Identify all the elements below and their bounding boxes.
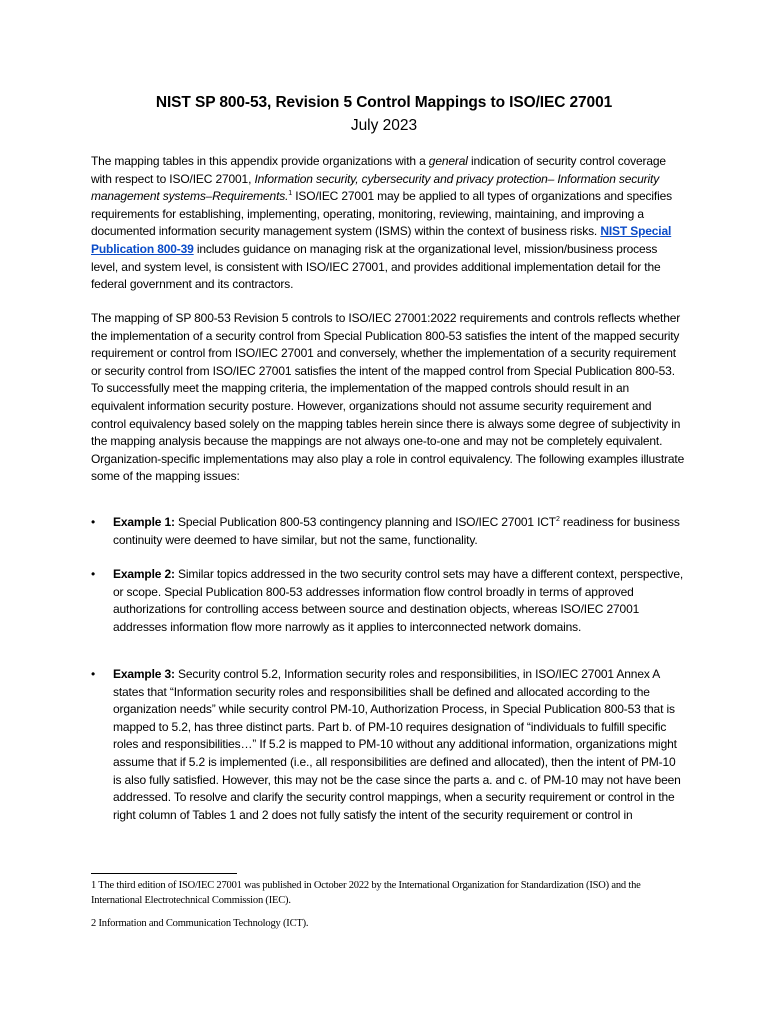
example-text: Similar topics addressed in the two security control sets may have a different context, perspective, or scope. Special Publication 800-53 addresses information flow control broadly in terms of approved authorizations for controlling access between source and destination objects, whereas ISO/IEC 27001 addresses information flow more narrowly as it applies to interconnected network domains. (113, 567, 684, 634)
intro-text-1: The mapping tables in this appendix provide organizations with a (91, 154, 429, 168)
list-item-example-2 (91, 566, 685, 636)
page-date: July 2023 (350, 117, 418, 134)
example-label: Example 3: (113, 667, 175, 681)
footnote-ref-2[interactable]: 2 (555, 516, 560, 523)
page-title: NIST SP 800-53, Revision 5 Control Mappings to ISO/IEC 27001 (155, 94, 613, 111)
intro-paragraph (91, 153, 685, 294)
bullet-icon: • (91, 567, 96, 581)
footnote-divider (91, 873, 237, 874)
standard-title-italic: Information security, cybersecurity and privacy protection– Information security management systems–Requirements. (91, 171, 660, 204)
intro-emphasis-general: general (428, 154, 468, 168)
intro-text-2: indication of security control coverage with respect to ISO/IEC 27001, (91, 154, 666, 186)
example-label: Example 2: (113, 567, 175, 581)
intro-text-3: ISO/IEC 27001 may be applied to all types of organizations and specifies requirements for establishing, implementing, operating, monitoring, reviewing, maintaining, and improving a documented information security management system (ISMS) within the context of business risks. (91, 189, 672, 239)
footnote-ref-1[interactable]: 1 (288, 190, 293, 198)
list-item-example-3 (91, 666, 685, 824)
footnote-2: 2 Information and Communication Technology (ICT). (91, 918, 309, 929)
bullet-icon: • (91, 515, 96, 529)
example-text: Special Publication 800-53 contingency planning and ISO/IEC 27001 ICT (174, 515, 556, 529)
example-text: Security control 5.2, Information security roles and responsibilities, in ISO/IEC 27001 Annex A states that “Information security roles and responsibilities shall be defined and allocated according to the organization needs” while security control PM-10, Authorization Process, in Special Publication 800-53 that is mapped to 5.2, has three distinct parts. Part b. of PM-10 requires designation of “individuals to fulfill specific roles and responsibilities…” If 5.2 is mapped to PM-10 without any additional information, organizations might assume that if 5.2 is implemented (i.e., all responsibilities are defined and allocated), then the intent of PM-10 is also fully satisfied. However, this may not be the case since the parts a. and c. of PM-10 may not have been addressed. To resolve and clarify the security control mappings, when a security requirement or control in the right column of Tables 1 and 2 does not fully satisfy the intent of the security requirement or control in (113, 667, 681, 822)
mapping-paragraph: The mapping of SP 800-53 Revision 5 controls to ISO/IEC 27001:2022 requirements and controls reflects whether the implementation of a security control from Special Publication 800-53 satisfies the intent of the mapped security requirement or control from ISO/IEC 27001 and conversely, whether the implementation of a security requirement or security control from ISO/IEC 27001 satisfies the intent of the mapped control from Special Publication 800-53. To successfully meet the mapping criteria, the implementation of the mapped controls should result in an equivalent information security posture. However, organizations should not assume security requirement and control equivalency based solely on the mapping tables herein since there is always some degree of subjectivity in the mapping analysis because the mappings are not always one-to-one and may not be completely equivalent. Organization-specific implementations may also play a role in control equivalency. The following examples illustrate some of the mapping issues: (91, 311, 685, 484)
footnote-1: 1 The third edition of ISO/IEC 27001 was published in October 2022 by the International Organization for Standardization (ISO) and the International Electrotechnical Commission (IEC). (91, 880, 641, 906)
bullet-icon: • (91, 667, 96, 681)
example-text-cont: readiness for business continuity were deemed to have similar, but not the same, functionality. (113, 515, 680, 547)
example-label: Example 1: (113, 515, 175, 529)
intro-text-4: includes guidance on managing risk at the organizational level, mission/business process level, and system level, is consistent with ISO/IEC 27001, and provides additional implementation detail for the federal government and its contractors. (91, 241, 661, 292)
list-item-example-1 (91, 514, 685, 549)
sp800-39-link[interactable]: NIST Special Publication 800-39 (91, 224, 672, 256)
